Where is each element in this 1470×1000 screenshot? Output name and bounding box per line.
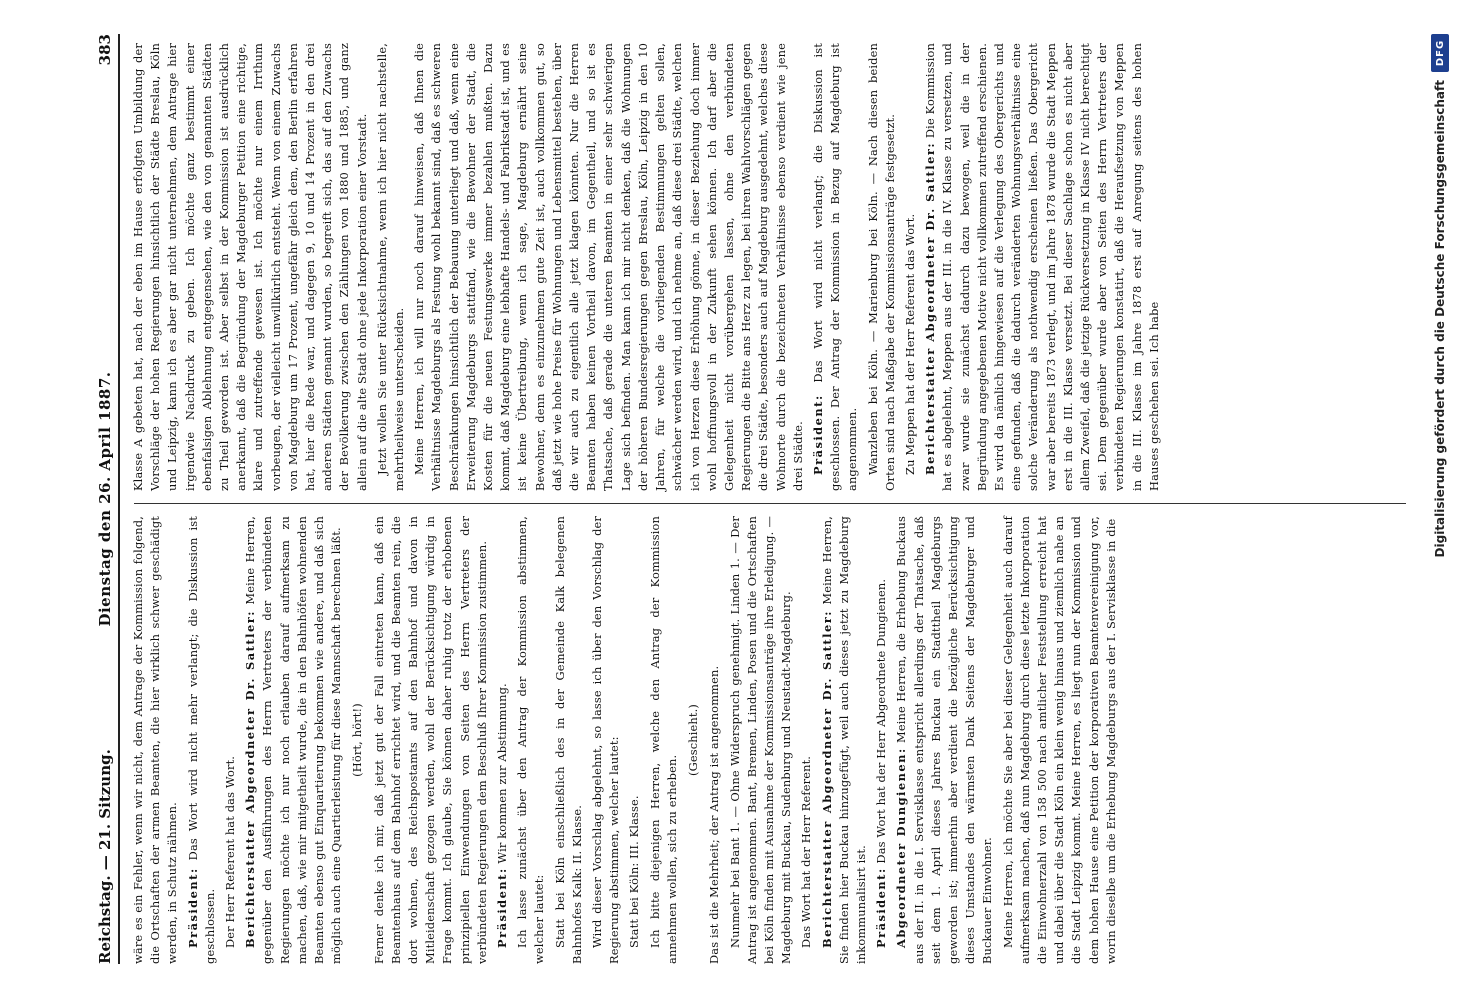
funding-note: Digitalisierung gefördert durch die Deutsche Forschungsgemeinschaft (1433, 80, 1447, 558)
text-paragraph: Meine Herren, ich möchte Sie aber bei dieser Gelegenheit auch darauf aufmerksam machen, daß nun Magdeburg durch diese letzte Inkorporation die Einwohnerzahl von 158 500 nach amtlicher Feststellung erreicht hat und dabei über die Stadt Köln ein klein wenig hinaus und ziemlich nahe an die Stadt Leipzig kommt. Meine Herren, es liegt nun der Kommission und dem hohen Hause eine Petition der korporativen Beamtenvereinigung vor, worin dieselbe um die Erhebung Magdeburgs aus der I. Servisklasse in die (1000, 516, 1118, 964)
text-columns (130, 34, 1410, 964)
text-paragraph: Statt bei Köln einschließlich des in der Gemeinde Kalk belegenen Bahnhofes Kalk: II. Klasse. (552, 516, 584, 964)
speech-paragraph (494, 516, 511, 964)
document-page (80, 34, 1470, 964)
speech-text: Das Wort hat der Herr Abgeordnete Dungienen. (874, 578, 889, 864)
speech-text: Das Wort wird nicht verlangt; die Diskussion ist geschlossen. Der Antrag der Kommission in Bezug auf Magdeburg ist angenommen. (810, 43, 860, 491)
speech-paragraph (873, 516, 890, 964)
text-paragraph: Wird dieser Vorschlag abgelehnt, so lasse ich über den Vorschlag der Regierung abstimmen, welcher lautet: (590, 516, 622, 964)
text-paragraph: Ich bitte diejenigen Herren, welche den Antrag der Kommission annehmen wollen, sich zu erheben. (647, 516, 679, 964)
text-paragraph: Ich lasse zunächst über den Antrag der Kommission abstimmen, welcher lautet: (515, 516, 547, 964)
page-number: 383 (96, 34, 114, 66)
text-paragraph: Zu Meppen hat der Herr Referent das Wort. (902, 213, 917, 475)
text-paragraph: Der Herr Referent hat das Wort. (223, 755, 238, 948)
speech-text: Meine Herren, die Erhebung Buckaus aus der II. in die I. Servisklasse entspricht allerdings der Thatsache, daß seit dem 1. April dieses Jahres Buckau ein Stadttheil Magdeburgs geworden ist; immerhin aber verdient die bezügliche Berücksichtigung dieses Umstandes den wärmsten Dank Seitens der Magdeburger und Buckauer Einwohner. (894, 516, 995, 964)
text-paragraph: Klasse A gebeten hat, nach der eben im Hause erfolgten Umbildung der Vorschläge der hohen Regierungen hinsichtlich der Städte Breslau, Köln und Leipzig, kann ich es aber gar nicht unternehmen, dem Antrage hier irgendwie Nachdruck zu geben. Ich möchte ganz bestimmt einer ebenfalsigen Ablehnung entgegensehen, wie den von genannten Städten zu Theil geworden ist. Aber selbst in der Kommission ist ausdrücklich anerkannt, daß die Begründung der Magdeburger Petition eine richtige, klare und zutreffende gewesen ist. Ich möchte nur einem Irrthum vorbeugen, der vielleicht unwillkürlich entsteht. Wenn von einem Zuwachs von Magdeburg um 17 Prozent, ungefähr gleich dem, den Berlin erfahren hat, hier die Rede war, und dagegen 9, 10 und 14 Prozent in den drei anderen Städten genannt wurden, so begreift sich, das auf den Zuwachs der Bevölkerung zwischen den Zählungen von 1880 und 1885, und ganz allein auf die alte Stadt ohne jede Inkorporation einer Vorstadt. (131, 43, 369, 491)
speaker-name: Berichterstatter Abgeordneter Dr. Sattler: (819, 610, 834, 948)
speech-paragraph (185, 516, 219, 964)
speech-paragraph (922, 43, 1163, 491)
header-date: Dienstag den 26. April 1887. (96, 371, 114, 627)
speech-text: Meine Herren, Sie finden hier Buckau hinzugefügt, weil auch dieses jetzt zu Magdeburg inkommunalisirt ist. (819, 516, 868, 964)
column-divider (134, 503, 1406, 504)
text-paragraph: Das Wort hat der Herr Referent. (799, 755, 814, 948)
speaker-name: Berichterstatter Abgeordneter Dr. Sattler: (243, 610, 258, 948)
speech-text: Wir kommen zur Abstimmung. (495, 683, 510, 864)
speech-paragraph (893, 516, 996, 964)
speech-paragraph (242, 516, 345, 964)
speech-text: Das Wort wird nicht mehr verlangt; die Diskussion ist geschlossen. (185, 516, 217, 964)
speech-paragraph (810, 43, 862, 491)
speaker-name: Präsident: (874, 867, 889, 948)
speaker-name: Abgeordneter Dungienen: (894, 747, 909, 948)
text-paragraph: Statt bei Köln: III. Klasse. (627, 795, 642, 948)
interjection: (Geschieht.) (686, 704, 701, 777)
text-paragraph: Das ist die Mehrheit; der Antrag ist angenommen. (707, 665, 722, 964)
speech-paragraph (819, 516, 871, 964)
left-column (130, 504, 1410, 964)
right-column (130, 43, 1410, 503)
text-paragraph: Nunmehr bei Bant 1. — Ohne Widerspruch genehmigt. Linden 1. — Der Antrag ist angenommen. Bant, Bremen, Linden, Posen und die Ortschaften bei Köln finden mit Ausnahme der Kommissionsanträge ihre Erledigung. — Magdeburg mit Buckau, Sudenburg und Neustadt-Magdeburg. (727, 516, 794, 964)
dfg-logo-icon: DFG (1431, 34, 1449, 72)
speaker-name: Präsident: (495, 867, 510, 948)
page-header (80, 34, 120, 964)
speech-text: Die Kommission hat es abgelehnt, Meppen aus der III. in die IV. Klasse zu versetzen, und zwar wurde sie zunächst dadurch dazu bewogen, weil die in der Begründung angegebenen Motive nicht vollkommen zutreffend erschienen. Es wird da nämlich hingewiesen auf die Verlegung des Obergerichts und eine gefunden, daß die dadurch veränderten Wohnungsverhältnisse eine solche Veränderung als nothwendig erscheinen ließen. Das Obergericht war aber bereits 1873 verlegt, und im Jahre 1878 wurde die Stadt Meppen erst in die III. Klasse versetzt. Bei dieser Sachlage schon es nicht aber allem Zweifel, daß die jetzige Rückversetzung in Klasse IV nicht berechtigt sei. Dem gegenüber wurde aber von Seiten des Herrn Vertreters der verbündeten Regierungen konstatirt, daß die Heraufsetzung von Meppen in die III. Klasse im Jahre 1878 erst auf Anregung seitens des hohen Hauses geschehen sei. Ich habe (923, 43, 1161, 491)
speech-text: Meine Herren, gegenüber den Ausführungen des Herrn Vertreters der verbündeten Regierungen möchte ich nur noch erlauben darauf aufmerksam zu machen, daß, wie mir mitgetheilt wurde, die in den Bahnhöfen wohnenden Beamten ebenso gut Einquartierung bekommen wie andere, und daß sich möglich auch eine Quartierleistung für diese Mannschaft berechnen läßt. (243, 516, 344, 964)
text-paragraph: Ferner denke ich mir, daß jetzt gut der Fall eintreten kann, daß ein Beamtenhaus auf dem Bahnhof errichtet wird, und die Beamten rein, die dort wohnen, des Reichspostamts auf den Bahnhof und davon in Mitleidenschaft gezogen werden, wohl der Berücksichtigung würdig in Frage kommt. Ich glaube, Sie können daher ruhig trotz der erhobenen prinzipiellen Einwendungen von Seiten des Herrn Vertreters der verbündeten Regierungen dem Beschluß Ihrer Kommission zustimmen. (371, 516, 489, 964)
text-paragraph: Meine Herren, ich will nur noch darauf hinweisen, daß Ihnen die Verhältnisse Magdeburgs als Festung wohl bekannt sind, daß es schweren Beschränkungen hinsichtlich der Bebauung unterliegt und daß, wenn eine Erweiterung Magdeburgs stattfand, wie die Bewohner der Stadt, die Kosten für die neuen Festungswerke immer bezahlen mußten. Dazu kommt, daß Magdeburg eine lebhafte Handels- und Fabrikstadt ist, und es ist keine Übertreibung, wenn ich sage, Magdeburg ernährt seine Bewohner, denn es einzunehmen gute Zeit ist, auch vollkommen gut, so daß jetzt wie hohe Preise für Wohnungen und Lebensmittel bestehen, über die wir auch zu eigentlich alle jetzt klagen könnten. Nur die Herren Beamten haben keinen Vortheil davon, im Gegentheil, und so ist es Thatsache, daß gerade die unteren Beamten in einer sehr schwierigen Lage sich befinden. Man kann ich mir nicht denken, daß die Wohnungen der höheren Bundesregierungen gegen Breslau, Köln, Leipzig in den 10 Jahren, für welche die vorliegenden Bestimmungen gelten sollen, schwächer werden wird, und ich nehme an, daß diese drei Städte, welchen ich von Herzen diese Erhöhung gönne, in dieser Beziehung doch immer wohl hoffnungsvoll in der Zukunft sehen können. Ich darf aber die Gelegenheit nicht vorübergehen lassen, ohne den verbündeten Regierungen die Bitte ans Herz zu legen, bei ihren Wahlvorschlägen gegen die drei Städte, besonders auch auf Magdeburg ausgedehnt, welches diese Wohnorte durch die bezeichneten Verhältnisse ebenso verdient wie jene drei Städte. (412, 43, 805, 491)
speaker-name: Präsident: (185, 867, 200, 948)
speaker-name: Berichterstatter Abgeordneter Dr. Sattler: (923, 141, 938, 475)
text-paragraph: Wanzleben bei Köln. — Marienburg bei Köln. — Nach diesen beiden Orten sind nach Maßgabe der Kommissionsanträge festgesetzt. (865, 43, 897, 491)
digitization-footer (1428, 34, 1452, 964)
header-session: Reichstag. — 21. Sitzung. (96, 749, 114, 964)
speaker-name: Präsident: (810, 394, 825, 475)
text-paragraph: wäre es ein Fehler, wenn wir nicht, dem Antrage der Kommission folgend, die Ortschaften der armen Beamten, die hier wirklich schwer geschädigt werden, in Schutz nähmen. (131, 516, 180, 964)
text-paragraph: Jetzt wollen Sie unter Rücksichtnahme, wenn ich hier nicht nachstelle, mehrtheilweise unterscheiden. (374, 43, 407, 491)
interjection: (Hört, hört!) (350, 703, 365, 777)
